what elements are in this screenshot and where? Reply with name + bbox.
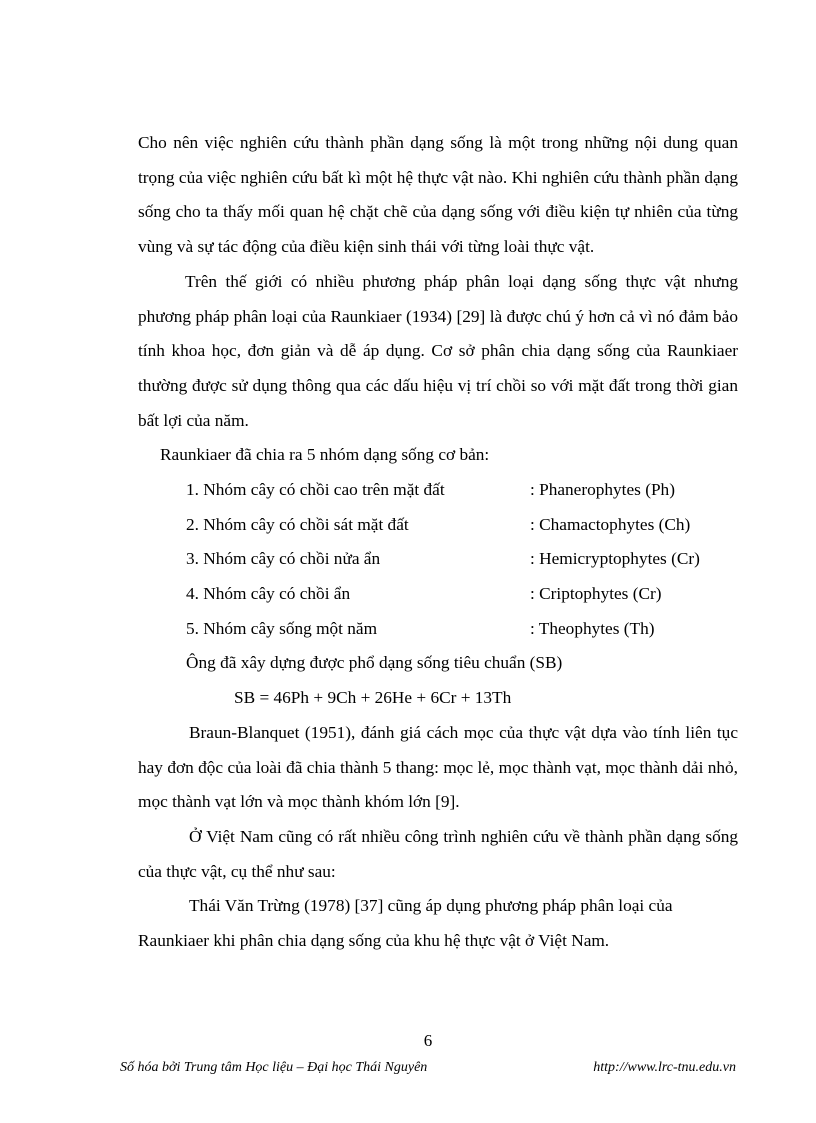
class-code: : Chamactophytes (Ch) [530, 514, 691, 534]
footer-url: http://www.lrc-tnu.edu.vn [593, 1060, 736, 1075]
class-name: 2. Nhóm cây có chồi sát mặt đất [186, 514, 409, 534]
list-item [138, 508, 738, 543]
class-name: 3. Nhóm cây có chồi nửa ẩn [186, 549, 381, 569]
class-code: : Phanerophytes (Ph) [530, 480, 675, 500]
paragraph-life-form-importance: Cho nên việc nghiên cứu thành phần dạng sống là một trong những nội dung quan trọng của việc nghiên cứu bất kì một hệ thực vật nào. Khi nghiên cứu thành phần dạng sống cho ta thấy mối quan hệ chặt chẽ của dạng sống với điều kiện tự nhiên của từng vùng và sự tác động của điều kiện sinh thái với từng loài thực vật. [138, 133, 738, 257]
class-name: 5. Nhóm cây sống một năm [186, 618, 378, 638]
paragraph-thai-van-trung: Thái Văn Trừng (1978) [37] cũng áp dụng phương pháp phân loại của Raunkiaer khi phân chia dạng sống của khu hệ thực vật ở Việt Nam. [138, 896, 673, 951]
list-item [138, 542, 738, 577]
list-item [138, 473, 738, 508]
list-item [138, 612, 738, 647]
life-form-classification-list [138, 473, 738, 646]
body-text [138, 126, 738, 959]
paragraph-vietnam-research: Ở Việt Nam cũng có rất nhiều công trình nghiên cứu về thành phần dạng sống của thực vật, cụ thể như sau: [138, 826, 738, 881]
class-code: : Theophytes (Th) [530, 618, 655, 638]
page-number: 6 [423, 1031, 433, 1050]
paragraph-raunkiaer-method: Trên thế giới có nhiều phương pháp phân loại dạng sống thực vật nhưng phương pháp phân loại của Raunkiaer (1934) [29] là được chú ý hơn cả vì nó đảm bảo tính khoa học, đơn giản và dễ áp dụng. Cơ sở phân chia dạng sống của Raunkiaer thường được sử dụng thông qua các dấu hiệu vị trí chồi so với mặt đất trong thời gian bất lợi của năm. [138, 271, 738, 430]
paragraph-standard-spectrum: Ông đã xây dựng được phổ dạng sống tiêu chuẩn (SB) [186, 653, 563, 673]
class-name: 1. Nhóm cây có chồi cao trên mặt đất [186, 480, 445, 500]
class-name: 4. Nhóm cây có chồi ẩn [186, 584, 351, 604]
paragraph-braun-blanquet: Braun-Blanquet (1951), đánh giá cách mọc của thực vật dựa vào tính liên tục hay đơn độc của loài đã chia thành 5 thang: mọc lẻ, mọc thành vạt, mọc thành dải nhỏ, mọc thành vạt lớn và mọc thành khóm lớn [9]. [138, 722, 738, 812]
paragraph-raunkiaer-groups-intro: Raunkiaer đã chia ra 5 nhóm dạng sống cơ bản: [160, 445, 490, 465]
list-item [138, 577, 738, 612]
footer-credit: Số hóa bởi Trung tâm Học liệu – Đại học Thái Nguyên [120, 1060, 428, 1075]
formula-sb: SB = 46Ph + 9Ch + 26He + 6Cr + 13Th [234, 688, 512, 708]
class-code: : Criptophytes (Cr) [530, 584, 662, 604]
class-code: : Hemicryptophytes (Cr) [530, 549, 700, 569]
